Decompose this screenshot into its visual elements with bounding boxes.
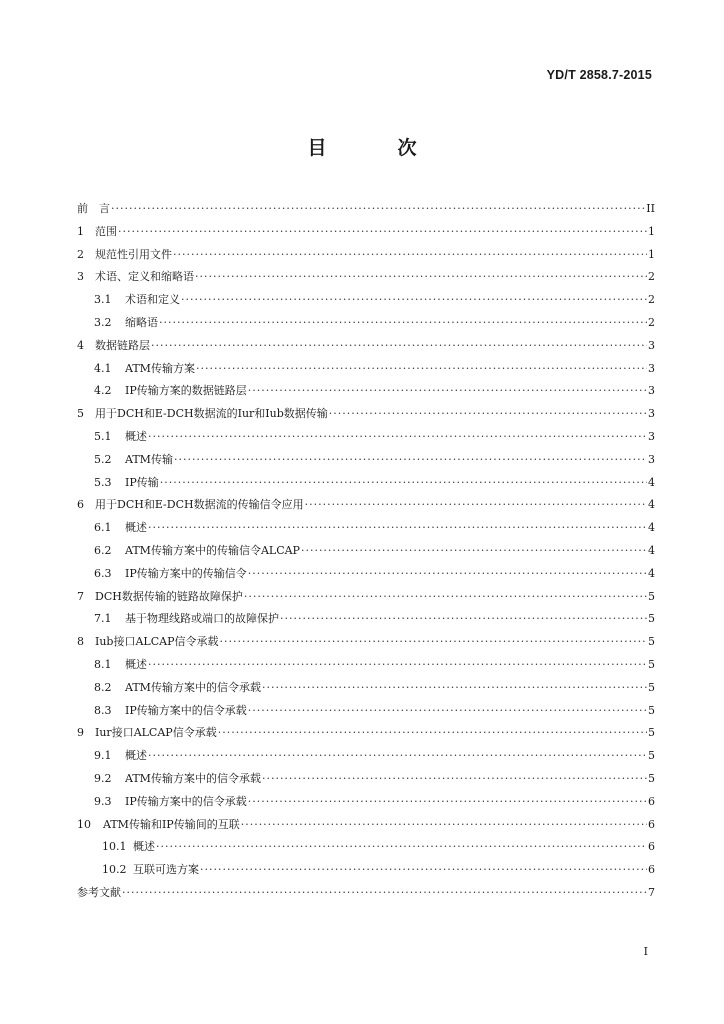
toc-entry-page: 6	[648, 840, 655, 854]
toc-entry-number: 10	[77, 817, 91, 831]
dot-leader	[174, 453, 647, 466]
dot-leader	[156, 840, 647, 853]
dot-leader	[159, 316, 647, 329]
toc-entry-number: 6.1	[94, 521, 112, 535]
toc-entry-label: 规范性引用文件	[95, 247, 172, 261]
toc-entry-label: 用于DCH和E-DCH数据流的Iur和Iub数据传输	[95, 407, 328, 421]
dot-leader	[148, 430, 647, 443]
toc-entry-number: 7	[77, 589, 84, 603]
toc-entry-label: ATM传输方案	[125, 361, 195, 375]
page-title: 目 次	[307, 137, 443, 159]
toc-entry-label: 术语和定义	[125, 293, 180, 307]
toc-entry-label: ATM传输方案中的传输信令ALCAP	[125, 543, 300, 557]
toc-entry[interactable]	[77, 337, 655, 360]
toc-entry-label: Iub接口ALCAP信令承载	[95, 635, 219, 649]
toc-entry-label: IP传输方案中的传输信令	[125, 566, 247, 580]
dot-leader	[151, 339, 647, 352]
dot-leader	[148, 749, 647, 762]
dot-leader	[200, 863, 647, 876]
toc-entry-label: 互联可选方案	[133, 863, 199, 877]
toc-entry-number: 3.1	[94, 293, 112, 307]
dot-leader	[305, 498, 647, 511]
toc-entry-page: 4	[648, 498, 655, 512]
toc-entry-number: 10.2	[102, 863, 127, 877]
dot-leader	[248, 567, 647, 580]
toc-entry-number: 6.2	[94, 543, 112, 557]
toc-entry-page: 5	[648, 635, 655, 649]
toc-entry-label: 概述	[125, 521, 147, 535]
dot-leader	[248, 704, 647, 717]
toc-entry[interactable]	[77, 496, 655, 519]
toc-entry-number: 4.1	[94, 361, 112, 375]
toc-entry-number: 8.1	[94, 657, 112, 671]
toc-entry-page: 5	[648, 749, 655, 763]
toc-entry-label: ATM传输方案中的信令承载	[125, 771, 261, 785]
toc-entry-label: 范围	[95, 224, 117, 238]
toc-entry-page: 1	[648, 224, 655, 238]
toc-entry-label: 基于物理线路或端口的故障保护	[125, 612, 279, 626]
toc-entry-number: 5.3	[94, 475, 112, 489]
toc-entry[interactable]	[77, 656, 655, 679]
toc-entry-number: 5.1	[94, 429, 112, 443]
toc-entry-page: 2	[648, 270, 655, 284]
toc-entry[interactable]	[77, 793, 655, 816]
toc-entry[interactable]	[77, 360, 655, 383]
toc-entry-label: DCH数据传输的链路故障保护	[95, 589, 243, 603]
toc-entry-number: 6.3	[94, 566, 112, 580]
dot-leader	[148, 521, 647, 534]
dot-leader	[196, 362, 647, 375]
toc-entry-page: 5	[648, 612, 655, 626]
toc-entry[interactable]	[77, 747, 655, 770]
toc-entry-number: 8.3	[94, 703, 112, 717]
toc-entry[interactable]	[77, 405, 655, 428]
toc-entry[interactable]	[77, 816, 655, 839]
toc-entry[interactable]	[77, 200, 655, 223]
toc-entry-number: 9.2	[94, 771, 112, 785]
toc-entry[interactable]	[77, 268, 655, 291]
toc-entry-number: 5.2	[94, 452, 112, 466]
toc-entry-label: IP传输方案中的信令承载	[125, 703, 247, 717]
toc-entry-label: 概述	[125, 429, 147, 443]
toc-entry-label: 概述	[133, 840, 155, 854]
toc-entry[interactable]	[77, 838, 655, 861]
toc-entry[interactable]	[77, 679, 655, 702]
toc-entry-number: 8	[77, 635, 84, 649]
toc-entry-page: 5	[648, 703, 655, 717]
toc-entry-label: 概述	[125, 749, 147, 763]
dot-leader	[248, 384, 647, 397]
toc-entry[interactable]	[77, 382, 655, 405]
toc-entry-number: 10.1	[102, 840, 127, 854]
toc-entry-page: 4	[648, 475, 655, 489]
toc-entry[interactable]	[77, 246, 655, 269]
dot-leader	[301, 544, 647, 557]
toc-entry-page: 6	[648, 794, 655, 808]
toc-entry-page: 3	[648, 338, 655, 352]
toc-entry-page: 3	[648, 452, 655, 466]
dot-leader	[241, 818, 647, 831]
toc-entry-page: 5	[648, 771, 655, 785]
toc-entry-page: 4	[648, 521, 655, 535]
toc-entry-number: 9.3	[94, 794, 112, 808]
dot-leader	[118, 225, 647, 238]
toc-entry[interactable]	[77, 702, 655, 725]
toc-entry-page: 1	[648, 247, 655, 261]
dot-leader	[160, 476, 647, 489]
toc-entry[interactable]	[77, 474, 655, 497]
toc-entry-page: 3	[648, 429, 655, 443]
toc-entry-label: 数据链路层	[95, 338, 150, 352]
toc-entry-page: 3	[648, 361, 655, 375]
toc-entry[interactable]	[77, 633, 655, 656]
toc-entry[interactable]	[77, 519, 655, 542]
toc-entry-page: 5	[648, 657, 655, 671]
toc-entry-number: 3.2	[94, 315, 112, 329]
dot-leader	[122, 886, 647, 899]
toc-entry[interactable]	[77, 724, 655, 747]
table-of-contents	[77, 200, 655, 907]
toc-entry-label: 参考文献	[77, 885, 121, 899]
toc-entry-number: 5	[77, 407, 84, 421]
toc-entry-page: 6	[648, 817, 655, 831]
dot-leader	[262, 681, 647, 694]
toc-entry-label: 缩略语	[125, 315, 158, 329]
toc-entry-label: ATM传输	[125, 452, 173, 466]
toc-entry-number: 1	[77, 224, 84, 238]
toc-entry[interactable]	[77, 291, 655, 314]
dot-leader	[248, 795, 647, 808]
toc-entry-label: IP传输方案中的信令承载	[125, 794, 247, 808]
toc-entry-label: Iur接口ALCAP信令承载	[95, 726, 217, 740]
dot-leader	[280, 612, 647, 625]
toc-entry-page: 6	[648, 863, 655, 877]
toc-entry-page: 5	[648, 680, 655, 694]
dot-leader	[329, 407, 647, 420]
dot-leader	[195, 270, 647, 283]
dot-leader	[244, 590, 647, 603]
toc-entry-page: 2	[648, 315, 655, 329]
toc-entry-page: 4	[648, 543, 655, 557]
toc-entry-page: 4	[648, 566, 655, 580]
toc-entry[interactable]	[77, 314, 655, 337]
toc-entry[interactable]	[77, 542, 655, 565]
toc-entry-number: 8.2	[94, 680, 112, 694]
toc-entry[interactable]	[77, 588, 655, 611]
dot-leader	[181, 293, 647, 306]
dot-leader	[148, 658, 647, 671]
toc-entry-number: 4.2	[94, 384, 112, 398]
toc-entry[interactable]	[77, 451, 655, 474]
dot-leader	[262, 772, 647, 785]
toc-entry-label: IP传输方案的数据链路层	[125, 384, 247, 398]
toc-entry[interactable]	[77, 428, 655, 451]
page-number: I	[643, 945, 648, 958]
dot-leader	[173, 248, 647, 261]
toc-entry[interactable]	[77, 610, 655, 633]
toc-entry-label: 用于DCH和E-DCH数据流的传输信令应用	[95, 498, 304, 512]
toc-entry-page: II	[646, 202, 655, 215]
toc-entry[interactable]	[77, 861, 655, 884]
toc-entry-number: 7.1	[94, 612, 112, 626]
toc-entry-label: ATM传输和IP传输间的互联	[103, 817, 240, 831]
toc-entry-number: 3	[77, 270, 84, 284]
toc-entry-label: IP传输	[125, 475, 159, 489]
toc-entry[interactable]	[77, 884, 655, 907]
toc-entry-label: 前 言	[77, 202, 110, 215]
toc-entry[interactable]	[77, 565, 655, 588]
toc-entry-page: 3	[648, 407, 655, 421]
toc-entry-number: 4	[77, 338, 84, 352]
toc-entry-page: 5	[648, 589, 655, 603]
dot-leader	[111, 202, 645, 215]
toc-entry-number: 9	[77, 726, 84, 740]
dot-leader	[218, 726, 647, 739]
toc-entry-number: 9.1	[94, 749, 112, 763]
toc-entry[interactable]	[77, 770, 655, 793]
toc-entry-label: ATM传输方案中的信令承载	[125, 680, 261, 694]
toc-entry-page: 5	[648, 726, 655, 740]
toc-entry[interactable]	[77, 223, 655, 246]
toc-entry-label: 术语、定义和缩略语	[95, 270, 194, 284]
toc-entry-number: 2	[77, 247, 84, 261]
toc-entry-number: 6	[77, 498, 84, 512]
document-code: YD/T 2858.7-2015	[546, 68, 652, 82]
toc-entry-page: 2	[648, 293, 655, 307]
dot-leader	[219, 635, 647, 648]
toc-entry-page: 3	[648, 384, 655, 398]
toc-entry-label: 概述	[125, 657, 147, 671]
toc-entry-page: 7	[648, 885, 655, 899]
